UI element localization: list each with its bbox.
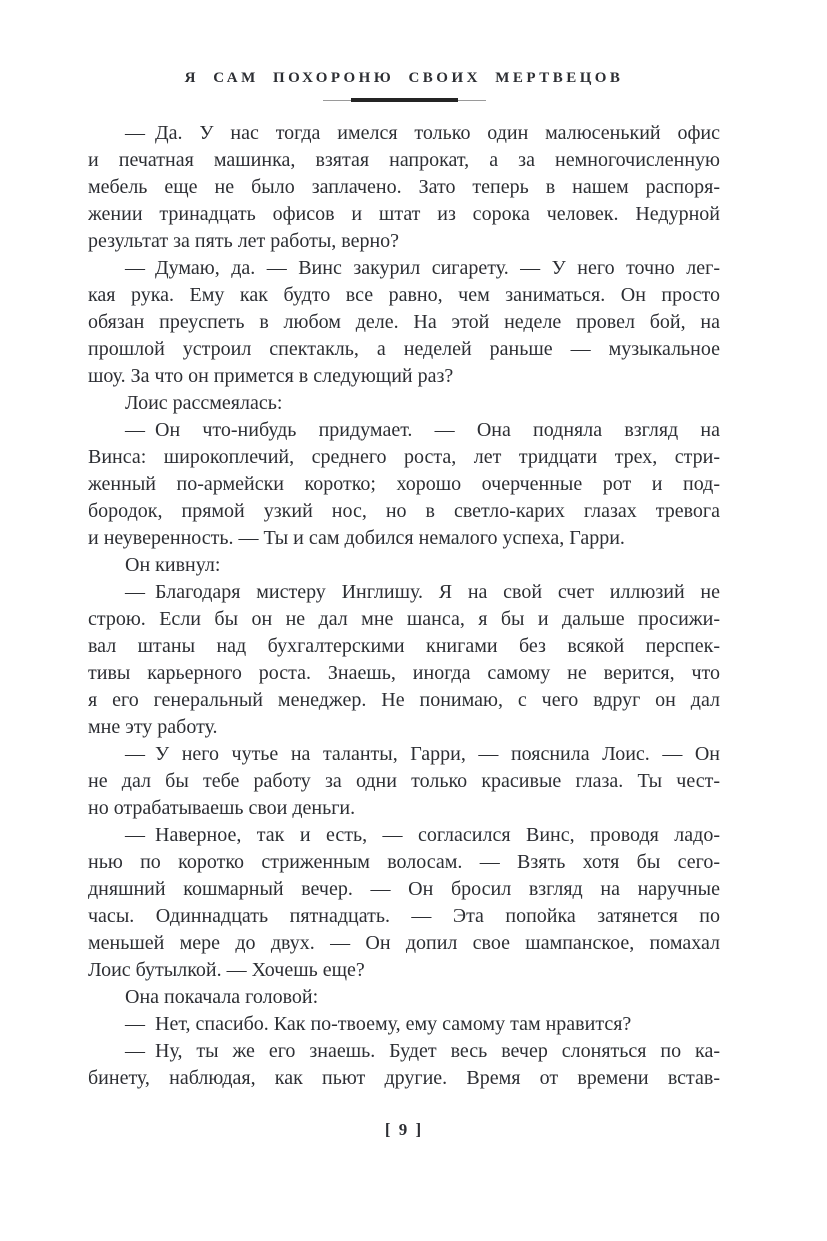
paragraph [88,1038,720,1092]
text-line: женный по-армейски коротко; хорошо очерченные рот и под- [88,473,720,495]
text-line: — Да. У нас тогда имелся только один малюсенький офис [125,122,720,144]
text-line: строю. Если бы он не дал мне шанса, я бы и дальше просижи- [88,608,720,630]
text-line: — Благодаря мистеру Инглишу. Я на свой счет иллюзий не [125,581,720,603]
text-line: жении тринадцать офисов и штат из сорока человек. Недурной [88,203,720,225]
text-line: — Он что-нибудь придумает. — Она подняла взгляд на [125,419,720,441]
text-line: — Наверное, так и есть, — согласился Винс, проводя ладо- [125,824,720,846]
text-line: Он кивнул: [125,554,221,576]
text-line: меньшей мере до двух. — Он допил свое шампанское, помахал [88,932,720,954]
paragraph [88,390,720,417]
paragraph [88,822,720,984]
title-divider [323,98,486,103]
text-line: не дал бы тебе работу за одни только красивые глаза. Ты чест- [88,770,720,792]
paragraph [88,579,720,741]
paragraph [88,984,720,1011]
paragraph [88,1011,720,1038]
text-line: и печатная машинка, взятая напрокат, а за немногочисленную [88,149,720,171]
paragraph [88,255,720,390]
paragraph [88,417,720,552]
text-line: дняшний кошмарный вечер. — Он бросил взгляд на наручные [88,878,720,900]
text-line: — Нет, спасибо. Как по-твоему, ему самому там нравится? [125,1013,632,1035]
running-header-title: Я САМ ПОХОРОНЮ СВОИХ МЕРТВЕЦОВ [184,70,624,86]
text-line: бородок, прямой узкий нос, но в светло-карих глазах тревога [88,500,720,522]
text-line: я его генеральный менеджер. Не понимаю, с чего вдруг он дал [88,689,720,711]
text-line: Лоис рассмеялась: [125,392,283,414]
text-line: — Думаю, да. — Винс закурил сигарету. — У него точно лег- [125,257,720,279]
text-line: бинету, наблюдая, как пьют другие. Время от времени встав- [88,1067,720,1089]
text-line: Лоис бутылкой. — Хочешь еще? [88,959,365,981]
text-line: прошлой устроил спектакль, а неделей раньше — музыкальное [88,338,720,360]
divider-thick-rule [351,98,458,102]
text-line: тивы карьерного роста. Знаешь, иногда самому не верится, что [88,662,720,684]
text-line: — Ну, ты же его знаешь. Будет весь вечер слоняться по ка- [125,1040,720,1062]
page-number: [ 9 ] [384,1120,424,1139]
text-line: результат за пять лет работы, верно? [88,230,400,252]
text-line: шоу. За что он примется в следующий раз? [88,365,454,387]
text-line: мне эту работу. [88,716,218,738]
text-line: но отрабатываешь свои деньги. [88,797,356,819]
text-line: обязан преуспеть в любом деле. На этой неделе провел бой, на [88,311,720,333]
text-line: нью по коротко стриженным волосам. — Взять хотя бы сего- [88,851,720,873]
text-line: часы. Одиннадцать пятнадцать. — Эта попойка затянется по [88,905,720,927]
paragraph [88,552,720,579]
text-line: мебель еще не было заплачено. Зато теперь в нашем распоря- [88,176,720,198]
text-line: и неуверенность. — Ты и сам добился немалого успеха, Гарри. [88,527,625,549]
paragraph [88,741,720,822]
paragraph [88,120,720,255]
text-line: кая рука. Ему как будто все равно, чем заниматься. Он просто [88,284,720,306]
text-line: Она покачала головой: [125,986,319,1008]
text-line: Винса: широкоплечий, среднего роста, лет тридцати трех, стри- [88,446,720,468]
text-line: — У него чутье на таланты, Гарри, — пояснила Лоис. — Он [125,743,720,765]
text-block [88,120,720,1092]
text-column [88,0,720,1092]
text-line: вал штаны над бухгалтерскими книгами без всякой перспек- [88,635,720,657]
